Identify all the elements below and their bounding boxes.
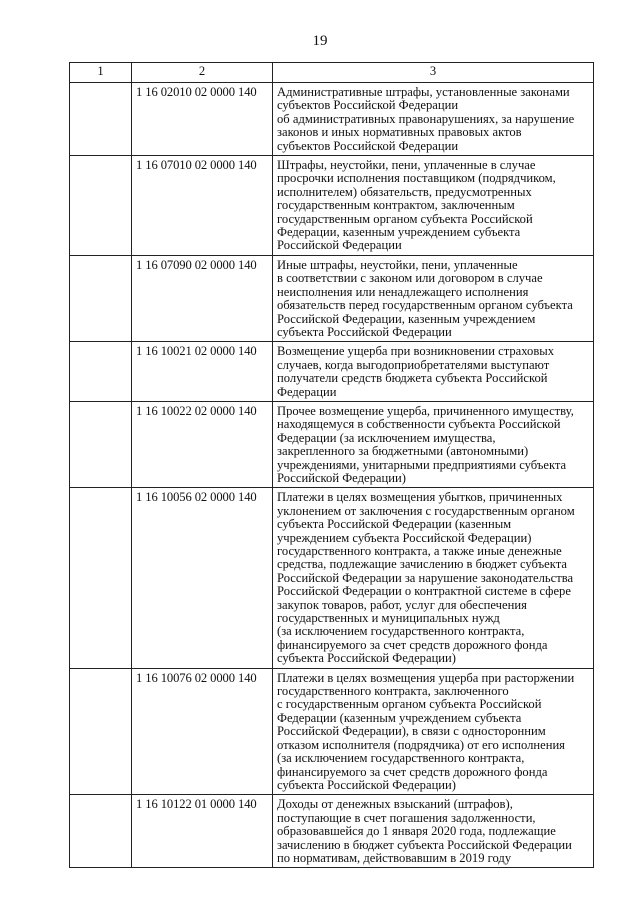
description-line: в соответствии с законом или договором в случае	[277, 271, 543, 286]
description-line: Российской Федерации	[277, 238, 402, 253]
description-line: учреждениями, унитарными предприятиями субъекта	[277, 457, 567, 472]
revenue-code-cell: 1 16 10122 01 0000 140	[132, 795, 273, 868]
table-row	[70, 255, 594, 341]
revenue-code-cell: 1 16 10022 02 0000 140	[132, 401, 273, 487]
column-header-2: 2	[132, 63, 273, 83]
revenue-description-cell	[273, 342, 594, 402]
description-line: обязательств перед государственным органом субъекта	[277, 298, 573, 313]
table-row	[70, 795, 594, 868]
description-line: финансируемого за счет средств дорожного фонда	[277, 637, 548, 652]
table-row	[70, 156, 594, 256]
table-header-row	[70, 63, 594, 83]
description-line: Прочее возмещение ущерба, причиненного имуществу,	[277, 403, 574, 418]
description-line: поступающие в счет погашения задолженности,	[277, 810, 536, 825]
description-line: Российской Федерации)	[277, 470, 406, 485]
table-row	[70, 401, 594, 487]
table-row	[70, 83, 594, 156]
revenue-description-cell	[273, 83, 594, 156]
description-line: Федерации	[277, 384, 337, 399]
description-line: государственного контракта, заключенного	[277, 684, 509, 699]
description-line: Штрафы, неустойки, пени, уплаченные в случае	[277, 158, 536, 173]
description-line: государственным контрактом, заключенным	[277, 198, 515, 213]
description-line: неисполнения или ненадлежащего исполнения	[277, 284, 529, 299]
table-body	[70, 83, 594, 868]
page-number: 19	[312, 33, 328, 49]
description-line: исполнителем) обязательств, предусмотренных	[277, 184, 532, 199]
revenue-code-cell: 1 16 10076 02 0000 140	[132, 668, 273, 795]
revenue-code-cell: 1 16 10056 02 0000 140	[132, 488, 273, 668]
revenue-description-cell	[273, 488, 594, 668]
description-line: Российской Федерации), в связи с односторонним	[277, 724, 546, 739]
description-line: государственного контракта, а также иные денежные	[277, 544, 562, 558]
revenue-description-cell	[273, 795, 594, 868]
description-line: средства, подлежащие зачислению в бюджет субъекта	[277, 557, 567, 572]
description-line: субъекта Российской Федерации (казенным	[277, 517, 512, 532]
row-number-cell	[70, 668, 132, 795]
description-line: Федерации, казенным учреждением субъекта	[277, 225, 521, 240]
description-line: финансируемого за счет средств дорожного фонда	[277, 764, 548, 779]
description-line: государственных и муниципальных нужд	[277, 611, 500, 626]
row-number-cell	[70, 83, 132, 156]
description-line: Доходы от денежных взысканий (штрафов),	[277, 797, 513, 812]
description-line: субъектов Российской Федерации	[277, 138, 459, 153]
description-line: Административные штрафы, установленные законами	[277, 85, 570, 99]
description-line: по нормативам, действовавшим в 2019 году	[277, 850, 512, 865]
description-line: Российской Федерации, казенным учреждением	[277, 311, 536, 326]
description-line: Федерации (за исключением имущества,	[277, 430, 496, 445]
description-line: Платежи в целях возмещения убытков, причиненных	[277, 490, 563, 505]
revenue-description-cell	[273, 668, 594, 795]
description-line: получатели средств бюджета субъекта Российской	[277, 371, 548, 386]
description-line: случаев, когда выгодоприобретателями выступают	[277, 357, 550, 372]
description-line: об административных правонарушениях, за нарушение	[277, 111, 575, 126]
description-line: законов и иных нормативных правовых актов	[277, 125, 522, 140]
description-line: закупок товаров, работ, услуг для обеспечения	[277, 597, 527, 612]
revenue-description-cell	[273, 156, 594, 256]
table-row	[70, 668, 594, 795]
revenue-codes-table	[69, 62, 594, 868]
description-line: с государственным органом субъекта Российской	[277, 697, 542, 712]
revenue-code-cell: 1 16 07010 02 0000 140	[132, 156, 273, 256]
description-line: государственным органом субъекта Российской	[277, 211, 533, 226]
description-line: (за исключением государственного контракта,	[277, 624, 525, 639]
description-line: закрепленного за бюджетными (автономными)	[277, 444, 529, 459]
description-line: Российской Федерации за нарушение законодательства	[277, 570, 574, 585]
row-number-cell	[70, 255, 132, 341]
row-number-cell	[70, 401, 132, 487]
row-number-cell	[70, 488, 132, 668]
description-line: Иные штрафы, неустойки, пени, уплаченные	[277, 257, 518, 272]
description-line: находящемуся в собственности субъекта Российской	[277, 417, 561, 432]
description-line: образовавшейся до 1 января 2020 года, подлежащие	[277, 824, 556, 839]
description-line: зачислению в бюджет субъекта Российской Федерации	[277, 837, 572, 852]
row-number-cell	[70, 795, 132, 868]
description-line: субъекта Российской Федерации)	[277, 777, 456, 792]
description-line: Федерации (казенным учреждением субъекта	[277, 710, 522, 725]
description-line: просрочки исполнения поставщиком (подрядчиком,	[277, 171, 556, 186]
revenue-description-cell	[273, 255, 594, 341]
revenue-description-cell	[273, 401, 594, 487]
description-line: субъекта Российской Федерации	[277, 324, 452, 339]
description-line: отказом исполнителя (подрядчика) от его исполнения	[277, 737, 565, 752]
row-number-cell	[70, 342, 132, 402]
column-header-1: 1	[70, 63, 132, 83]
table-row	[70, 488, 594, 668]
revenue-code-cell: 1 16 10021 02 0000 140	[132, 342, 273, 402]
table-row	[70, 342, 594, 402]
description-line: субъекта Российской Федерации)	[277, 651, 456, 666]
description-line: Российской Федерации о контрактной системе в сфере	[277, 584, 571, 599]
description-line: уклонением от заключения с государственным органом	[277, 503, 575, 518]
revenue-code-cell: 1 16 02010 02 0000 140	[132, 83, 273, 156]
description-line: учреждением субъекта Российской Федерации)	[277, 530, 532, 545]
description-line: субъектов Российской Федерации	[277, 98, 459, 113]
column-header-3: 3	[273, 63, 594, 83]
row-number-cell	[70, 156, 132, 256]
description-line: Платежи в целях возмещения ущерба при расторжении	[277, 670, 575, 685]
description-line: (за исключением государственного контракта,	[277, 751, 525, 766]
description-line: Возмещение ущерба при возникновении страховых	[277, 344, 555, 359]
revenue-code-cell: 1 16 07090 02 0000 140	[132, 255, 273, 341]
